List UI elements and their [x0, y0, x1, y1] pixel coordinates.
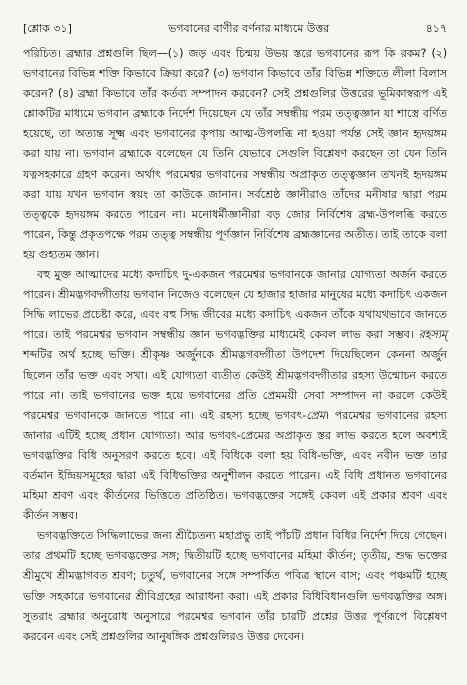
paragraph-text: । পরমেশ্বর ভগবানের রহস্য জানার এটিই হচ্ছে প্রধান যোগ্যতা। আর ভগবৎ-প্রেমের অপ্রাকৃত স্তর লাভ করতে হলে অবশ্যই ভগবদ্ভক্তির বিধি অনুসরণ করতে হবে। এই বিধিকে বলা হয় বিধি-ভক্তি, এবং নবীন ভক্ত তার বর্তমান ইন্দ্রিয়সমূহের দ্বারা এই বিধিভক্তির অনুশীলন করতে পারেন। এই বিধি প্রধানত ভগবানের মহিমা শ্রবণ এবং কীর্তনের ভিত্তিতে প্রতিষ্ঠিত। ভগবদ্ভক্তের সঙ্গেই কেবল এই প্রকার শ্রবণ এবং কীর্তন সম্ভব। [23, 408, 448, 523]
running-header [23, 22, 447, 36]
paragraph-text: বহু মুক্ত আত্মাদের মধ্যে কদাচিৎ দু-একজন পরমেশ্বর ভগবানকে জানার যোগ্যতা অর্জন করতে পারেন। শ্রীমদ্ভগবদ্গীতায় ভগবান নিজেও বলেছেন যে হাজার হাজার মানুষের মধ্যে কদাচিৎ একজন সিদ্ধি লাভের প্রচেষ্টা করে, এবং বহু সিদ্ধ জীবের মধ্যে কদাচিৎ একজন তাঁকে যথাযথভাবে জানতে পারে। তাই পরমেশ্বর ভগবান সম্বন্ধীয় জ্ঞান ভগবদ্ভক্তির মাধ্যমেই কেবল লাভ করা সম্ভব। [23, 268, 447, 342]
paragraph-2 [23, 265, 447, 526]
paragraph-1 [23, 44, 447, 265]
paragraph-text: পরিচিত। ব্রহ্মার প্রশ্নগুলি ছিল—(১) জড় এবং চিন্ময় উভয় স্তরে ভগবানের রূপ কি রকম? (২) ভগবানের বিভিন্ন শক্তি কিভাবে ক্রিয়া করে? (৩) ভগবান কিভাবে তাঁর বিভিন্ন শক্তিতে লীলা বিলাস করেন? (৪) ব্রহ্মা কিভাবে তাঁর কর্তব্য সম্পাদন করবেন? সেই প্রশ্নগুলির উত্তরের ভূমিকাস্বরূপ এই শ্লোকটির মাধ্যমে ভগবান ব্রহ্মাকে নির্দেশ দিয়েছেন যে তাঁর সম্বন্ধীয় পরম তত্ত্বজ্ঞান যা শাস্ত্রে বর্ণিত হয়েছে, তা অত্যন্ত সূক্ষ্ম এবং ভগবানের কৃপায় আত্ম-উপলব্ধি না হওয়া পর্যন্ত সেই জ্ঞান হৃদয়ঙ্গম করা যায় না। ভগবান ব্রহ্মাকে বলেছেন যে তিনি যেভাবে সেগুলি বিশ্লেষণ করছেন তা যেন তিনি যত্নসহকারে গ্রহণ করেন। অর্থাৎ পরমেশ্বর ভগবানের সম্বন্ধীয় অপ্রাকৃত তত্ত্বজ্ঞান তখনই হৃদয়ঙ্গম করা যায় যখন ভগবান স্বয়ং তা কাউকে জানান। সর্বশ্রেষ্ঠ জ্ঞানীরাও তাঁদের মনীষার দ্বারা পরম তত্ত্বকে হৃদয়ঙ্গম করতে পারেন না। মনোধর্মীজ্ঞানীরা বড় জোর নির্বিশেষ ব্রহ্ম-উপলব্ধি করতে পারেন, কিন্তু প্রকৃতপক্ষে পরম তত্ত্ব সম্বন্ধীয় পূর্ণজ্ঞান নির্বিশেষ ব্রহ্মজ্ঞানের অতীত। তাই তাকে বলা হয় গুহ্যতম জ্ঞান। [23, 47, 447, 261]
book-page [23, 22, 447, 647]
page-number: ৪১৭ [425, 22, 447, 35]
paragraph-3 [23, 526, 447, 647]
paragraph-text: ভগবদ্ভক্তিতে সিদ্ধিলাভের জন্য শ্রীচৈতন্য মহাপ্রভু তাই পাঁচটি প্রধান বিধির নির্দেশ দিয়ে গেছেন। তার প্রথমটি হচ্ছে ভগবদ্ভক্তের সঙ্গ; দ্বিতীয়টি হচ্ছে ভগবানের মহিমা কীর্তন; তৃতীয়, শুদ্ধ ভক্তের শ্রীমুখে শ্রীমদ্ভাগবত শ্রবণ; চতুর্থ, ভগবানের সঙ্গে সম্পর্কিত পবিত্র স্থানে বাস; এবং পঞ্চমটি হচ্ছে ভক্তি সহকারে ভগবানের শ্রীবিগ্রহের আরাধনা করা। এই প্রকার বিধিবিধানগুলি ভগবদ্ভক্তির অঙ্গ। সুতরাং ব্রহ্মার অনুরোধ অনুসারে পরমেশ্বর ভগবান তাঁর চারটি প্রশ্নের উত্তর পূর্ণরূপে বিশ্লেষণ করবেন এবং সেই প্রশ্নগুলির আনুষঙ্গিক প্রশ্নগুলিরও উত্তর দেবেন। [23, 529, 447, 643]
chapter-running-title: ভগবানের বাণীর বর্ণনার মাধ্যমে উত্তর [168, 22, 330, 35]
paragraph-text: শব্দটির অর্থ হচ্ছে ভক্তি। শ্রীকৃষ্ণ অর্জুনকে শ্রীমদ্ভগবদ্গীতা উপদেশ দিয়েছিলেন কেননা অর্জুন ছিলেন তাঁর ভক্ত এবং সখা। এই যোগ্যতা ব্যতীত কেউই শ্রীমদ্ভগবদ্গীতার রহস্য উন্মোচন করতে পারে না। তাই ভগবানের ভক্ত হয়ে ভগবানের প্রতি প্রেমময়ী সেবা সম্পাদন না করলে কেউই পরমেশ্বর ভগবানকে জানতে পারে না। এই রহস্য হচ্ছে ভগবৎ- [23, 348, 447, 422]
italic-term-rahasyam: রহস্যম্ [418, 328, 447, 342]
italic-term-prema: প্রেম [306, 408, 325, 422]
verse-reference: [শ্লোক ৩১] [23, 22, 72, 35]
